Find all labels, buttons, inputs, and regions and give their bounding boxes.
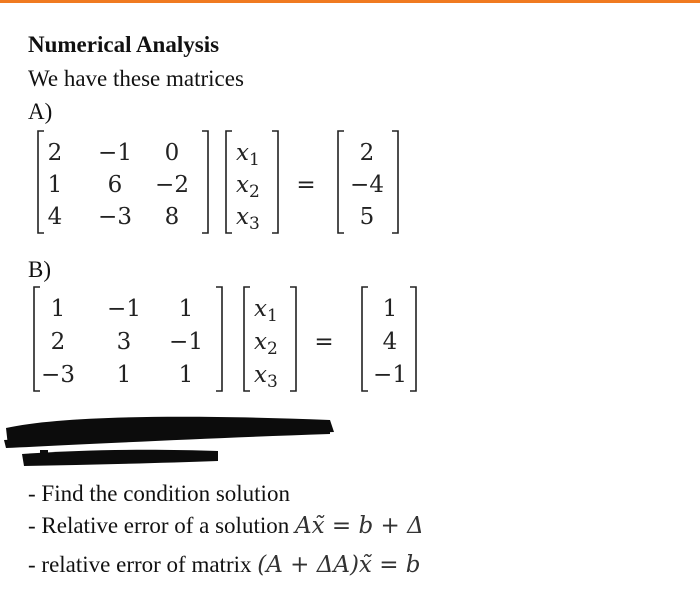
page-title: Numerical Analysis	[28, 32, 220, 57]
system-b-label: B)	[28, 257, 51, 282]
task-relative-error-solution: - Relative error of a solution Ax̃ = b + Δ	[28, 513, 424, 539]
matrix-b-cell: −3	[41, 362, 75, 388]
matrix-b-cell: 1	[50, 296, 66, 322]
variable-x1: $x_1$	[236, 140, 260, 170]
variable-x3: $x_3$	[236, 204, 260, 234]
variable-x2: $x_2$	[236, 172, 260, 202]
matrix-b-cell: 3	[116, 329, 132, 355]
matrix-b-cell: 1	[178, 296, 194, 322]
matrix-a-cell: −2	[155, 172, 189, 198]
matrix-a-cell: 1	[47, 172, 63, 198]
intro-text: We have these matrices	[28, 66, 244, 91]
rhs-b-cell: −1	[373, 362, 407, 388]
matrix-a-cell: −3	[98, 204, 132, 230]
matrix-a-cell: 8	[164, 204, 180, 230]
rhs-a-cell: −4	[350, 172, 384, 198]
task-relative-error-matrix: - relative error of matrix (A + ΔA)x̃ = b	[28, 552, 421, 578]
matrix-a-cell: 0	[164, 140, 180, 166]
rhs-b-cell: 4	[382, 329, 398, 355]
matrix-b-cell: 1	[116, 362, 132, 388]
matrix-a-cell: 6	[107, 172, 123, 198]
task-condition: - Find the condition solution	[28, 481, 290, 506]
matrix-a-cell: 2	[47, 140, 63, 166]
rhs-a-cell: 2	[359, 140, 375, 166]
equation-matrix: (A + ΔA)x̃ = b	[257, 552, 421, 578]
equals-sign: =	[296, 172, 316, 198]
matrix-b-cell: 2	[50, 329, 66, 355]
equals-sign: =	[314, 329, 334, 355]
rhs-b-cell: 1	[382, 296, 398, 322]
matrix-b-cell: −1	[169, 329, 203, 355]
variable-x2: $x_2$	[254, 329, 278, 359]
variable-x1: $x_1$	[254, 296, 278, 326]
matrix-b-cell: −1	[107, 296, 141, 322]
variable-x3: $x_3$	[254, 362, 278, 392]
equation-solution: Ax̃ = b + Δ	[294, 513, 424, 539]
system-a-label: A)	[28, 99, 53, 124]
matrix-b-cell: 1	[178, 362, 194, 388]
rhs-a-cell: 5	[359, 204, 375, 230]
matrix-a-cell: 4	[47, 204, 63, 230]
matrix-a-cell: −1	[98, 140, 132, 166]
